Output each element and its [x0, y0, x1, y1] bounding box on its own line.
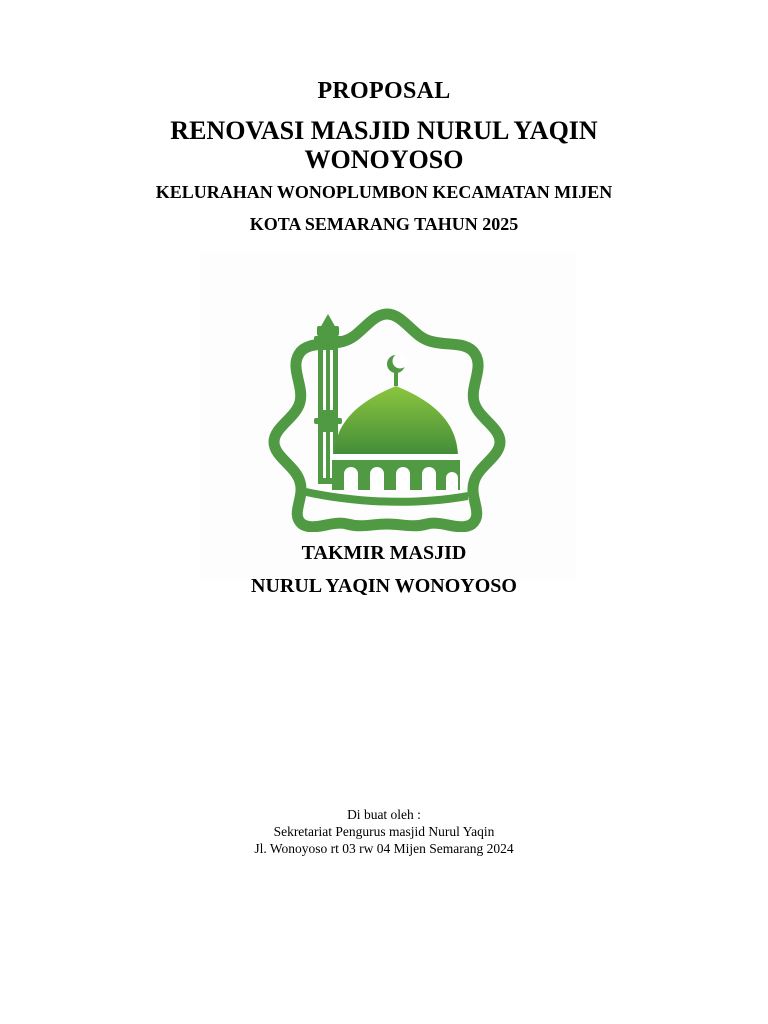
location-subtitle-line-2: KOTA SEMARANG TAHUN 2025: [249, 214, 519, 234]
location-subtitle-line-1: KELURAHAN WONOPLUMBON KECAMATAN MIJEN: [155, 182, 613, 202]
mosque-logo-icon: [262, 302, 512, 532]
made-by-label: Di buat oleh :: [347, 807, 421, 822]
proposal-title-line-2: WONOYOSO: [304, 145, 464, 174]
secretariat-name: Sekretariat Pengurus masjid Nurul Yaqin: [273, 824, 495, 839]
mosque-logo: [200, 252, 576, 580]
organization-line-2: NURUL YAQIN WONOYOSO: [251, 575, 517, 597]
dome-shape: [334, 386, 458, 458]
ground-swoosh-shape: [306, 488, 468, 506]
document-type-heading: PROPOSAL: [317, 78, 451, 104]
address-text: Jl. Wonoyoso rt 03 rw 04 Mijen Semarang 2024: [254, 841, 514, 856]
mosque-base-shape: [332, 460, 460, 490]
proposal-title-line-1: RENOVASI MASJID NURUL YAQIN: [170, 116, 598, 145]
organization-line-1: TAKMIR MASJID: [301, 542, 467, 564]
crescent-moon-shape: [387, 354, 408, 387]
